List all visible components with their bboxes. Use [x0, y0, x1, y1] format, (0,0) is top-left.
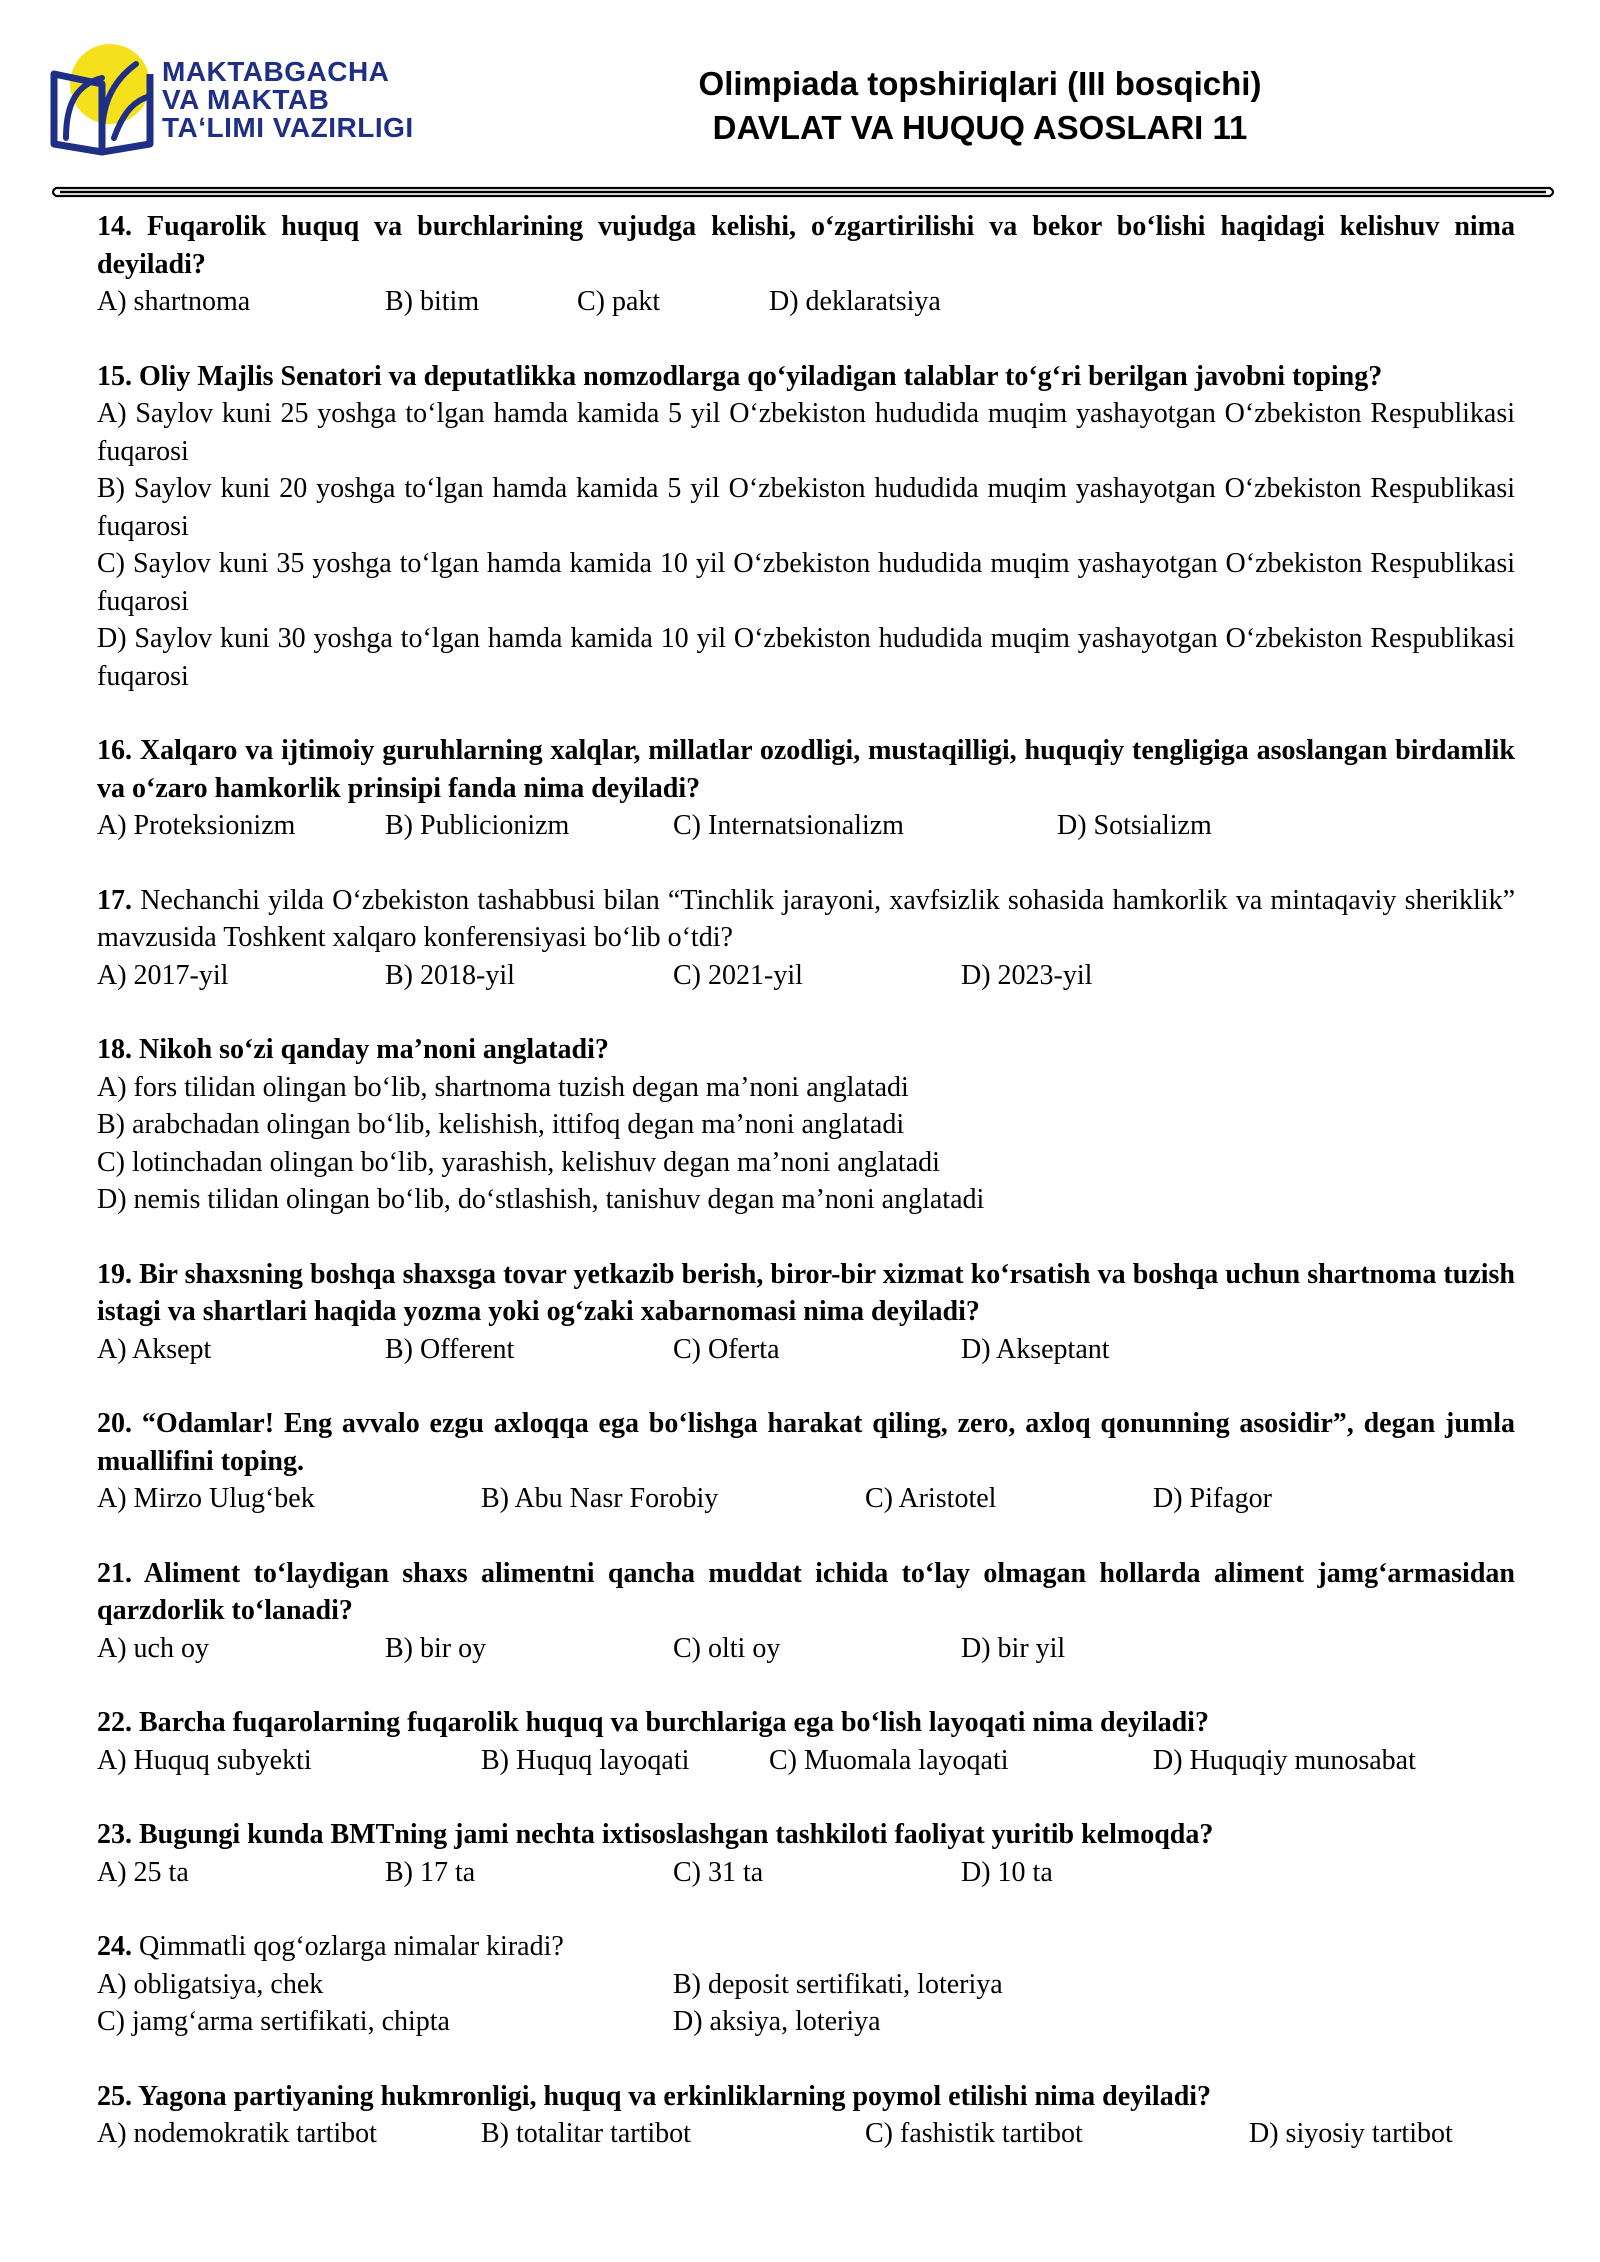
question-number: 16. — [97, 735, 132, 766]
option-c: C) Saylov kuni 35 yoshga to‘lgan hamda kamida 10 yil O‘zbekiston hududida muqim yashayotgan O‘zbekiston Respublikasi fuqarosi — [97, 548, 1515, 617]
logo-line: VA MAKTAB — [162, 84, 330, 115]
question-number: 19. — [97, 1258, 132, 1290]
option-b: B) Saylov kuni 20 yoshga to‘lgan hamda kamida 5 yil O‘zbekiston hududida muqim yashayotgan O‘zbekiston Respublikasi fuqarosi — [97, 473, 1515, 542]
question-text — [97, 1031, 1515, 1069]
option-a: A) shartnoma — [97, 286, 251, 317]
option-d: D) Saylov kuni 30 yoshga to‘lgan hamda kamida 10 yil O‘zbekiston hududida muqim yashayotgan O‘zbekiston Respublikasi fuqarosi — [97, 623, 1515, 692]
options-row — [97, 283, 1515, 321]
option-b: B) 2018-yil — [385, 959, 515, 991]
options-row — [97, 1854, 1515, 1892]
options-row — [97, 807, 1515, 845]
question-text — [97, 208, 1515, 283]
options-row — [97, 957, 1515, 995]
option-a: A) Saylov kuni 25 yoshga to‘lgan hamda kamida 5 yil O‘zbekiston hududida muqim yashayotgan O‘zbekiston Respublikasi fuqarosi — [97, 398, 1515, 467]
question-body: Nikoh so‘zi qanday ma’noni anglatadi? — [139, 1034, 609, 1065]
question-number: 23. — [97, 1819, 132, 1850]
option-a: A) fors tilidan olingan bo‘lib, shartnoma tuzish degan ma’noni anglatadi — [97, 1071, 909, 1103]
option-a: A) Mirzo Ulug‘bek — [97, 1483, 315, 1514]
option-a: A) Proteksionizm — [97, 810, 296, 841]
option-d: D) bir yil — [961, 1632, 1066, 1664]
option-c: C) 31 ta — [673, 1856, 764, 1888]
logo-line: TAʻLIMI VAZIRLIGI — [162, 112, 414, 143]
options-row — [97, 1331, 1515, 1369]
option-b: B) bitim — [385, 286, 480, 317]
option-d: D) 10 ta — [961, 1856, 1053, 1888]
option-b: B) Abu Nasr Forobiy — [481, 1483, 719, 1514]
question-15 — [97, 358, 1515, 696]
option-d: D) Pifagor — [1153, 1483, 1272, 1514]
option-b: B) 17 ta — [385, 1856, 476, 1888]
option-b: B) totalitar tartibot — [481, 2118, 691, 2149]
option-c: C) pakt — [577, 286, 661, 317]
option-a: A) Huquq subyekti — [97, 1744, 312, 1776]
question-body: Qimmatli qog‘ozlarga nimalar kiradi? — [139, 1931, 564, 1962]
option-b: B) deposit sertifikati, loteriya — [673, 1968, 1003, 2000]
option-c: C) 2021-yil — [673, 959, 803, 991]
question-19 — [97, 1256, 1515, 1369]
option-c: C) Internatsionalizm — [673, 810, 904, 841]
page-title — [560, 62, 1400, 150]
question-23 — [97, 1816, 1515, 1891]
option-a: A) uch oy — [97, 1632, 209, 1664]
option-b: B) bir oy — [385, 1632, 487, 1664]
question-number: 17. — [97, 884, 132, 916]
question-16 — [97, 732, 1515, 845]
question-number: 20. — [97, 1408, 132, 1439]
options-row — [97, 1480, 1515, 1518]
title-line-1: Olimpiada topshiriqlari (III bosqichi) — [698, 65, 1262, 102]
question-number: 25. — [97, 2080, 132, 2112]
option-c: C) Muomala layoqati — [769, 1744, 1009, 1776]
header-divider — [50, 186, 1556, 198]
question-text — [97, 1928, 1515, 1966]
question-number: 18. — [97, 1034, 132, 1065]
question-text — [97, 1555, 1515, 1630]
options-grid — [97, 1966, 1515, 2041]
question-text — [97, 882, 1515, 957]
question-text — [97, 1704, 1515, 1742]
questions-list — [97, 208, 1515, 2190]
options-row — [97, 2115, 1515, 2153]
question-20 — [97, 1405, 1515, 1518]
option-c: C) olti oy — [673, 1632, 781, 1664]
question-text — [97, 358, 1515, 396]
question-text — [97, 2078, 1515, 2116]
option-c: C) fashistik tartibot — [865, 2118, 1083, 2149]
options-row — [97, 1630, 1515, 1668]
question-body: Fuqarolik huquq va burchlarining vujudga kelishi, o‘zgartirilishi va bekor bo‘lishi haqidagi kelishuv nima deyiladi? — [97, 211, 1516, 280]
question-body: Barcha fuqarolarning fuqarolik huquq va burchlariga ega bo‘lish layoqati nima deyiladi? — [139, 1707, 1209, 1738]
option-c: C) lotinchadan olingan bo‘lib, yarashish, kelishuv degan ma’noni anglatadi — [97, 1146, 940, 1178]
option-d: D) Akseptant — [961, 1333, 1110, 1365]
option-d: D) Huquqiy munosabat — [1153, 1744, 1416, 1776]
logo-wordmark — [162, 58, 414, 142]
question-22 — [97, 1704, 1515, 1779]
question-24 — [97, 1928, 1515, 2041]
question-body: Yagona partiyaning hukmronligi, huquq va erkinliklarning poymol etilishi nima deyiladi? — [137, 2080, 1212, 2112]
title-line-2: DAVLAT VA HUQUQ ASOSLARI 11 — [712, 109, 1248, 146]
question-number: 14. — [97, 211, 132, 242]
question-text — [97, 732, 1515, 807]
option-a: A) Aksept — [97, 1333, 212, 1365]
question-number: 22. — [97, 1707, 132, 1738]
question-body: Oliy Majlis Senatori va deputatlikka nomzodlarga qo‘yiladigan talablar to‘g‘ri berilgan javobni toping? — [139, 360, 1383, 392]
question-text — [97, 1405, 1515, 1480]
option-d: D) siyosiy tartibot — [1249, 2118, 1453, 2149]
option-a: A) 25 ta — [97, 1856, 189, 1888]
question-21 — [97, 1555, 1515, 1668]
option-a: A) obligatsiya, chek — [97, 1968, 324, 2000]
question-body: Nechanchi yilda Oʻzbekiston tashabbusi bilan “Tinchlik jarayoni, xavfsizlik sohasida hamkorlik va mintaqaviy sheriklik” mavzusida Toshkent xalqaro konferensiyasi bo‘lib o‘tdi? — [97, 884, 1516, 953]
option-b: B) Offerent — [385, 1333, 515, 1365]
ministry-logo — [44, 40, 444, 158]
option-c: C) jamg‘arma sertifikati, chipta — [97, 2006, 450, 2037]
question-body: Bir shaxsning boshqa shaxsga tovar yetkazib berish, biror-bir xizmat ko‘rsatish va boshqa uchun shartnoma tuzish istagi va shartlari haqida yozma yoki og‘zaki xabarnomasi nima deyiladi? — [97, 1258, 1515, 1327]
logo-line: MAKTABGACHA — [162, 56, 390, 87]
option-c: C) Oferta — [673, 1333, 780, 1365]
question-body: Bugungi kunda BMTning jami nechta ixtisoslashgan tashkiloti faoliyat yuritib kelmoqda? — [139, 1819, 1214, 1850]
option-a: A) nodemokratik tartibot — [97, 2118, 377, 2149]
question-text — [97, 1256, 1515, 1331]
question-number: 24. — [97, 1931, 132, 1962]
option-d: D) Sotsializm — [1057, 810, 1212, 841]
option-d: D) 2023-yil — [961, 959, 1093, 991]
option-d: D) aksiya, loteriya — [673, 2006, 881, 2037]
question-14 — [97, 208, 1515, 321]
question-text — [97, 1816, 1515, 1854]
options-row — [97, 1742, 1515, 1780]
option-d: D) nemis tilidan olingan bo‘lib, do‘stlashish, tanishuv degan ma’noni anglatadi — [97, 1184, 985, 1215]
option-b: B) arabchadan olingan bo‘lib, kelishish, ittifoq degan ma’noni anglatadi — [97, 1109, 905, 1140]
question-body: “Odamlar! Eng avvalo ezgu axloqqa ega bo‘lishga harakat qiling, zero, axloq qonunning asosidir”, degan jumla muallifini toping. — [97, 1408, 1515, 1477]
option-a: A) 2017-yil — [97, 959, 229, 991]
option-c: C) Aristotel — [865, 1483, 997, 1514]
question-17 — [97, 882, 1515, 995]
question-number: 21. — [97, 1557, 132, 1589]
option-b: B) Publicionizm — [385, 810, 570, 841]
book-leaf-icon — [44, 40, 162, 158]
question-25 — [97, 2078, 1515, 2153]
option-b: B) Huquq layoqati — [481, 1744, 690, 1776]
question-body: Xalqaro va ijtimoiy guruhlarning xalqlar, millatlar ozodligi, mustaqilligi, huquqiy tengligiga asoslangan birdamlik va o‘zaro hamkorlik prinsipi fanda nima deyiladi? — [97, 735, 1515, 804]
question-body: Aliment to‘laydigan shaxs alimentni qancha muddat ichida to‘lay olmagan hollarda aliment jamg‘armasidan qarzdorlik to‘lanadi? — [97, 1557, 1515, 1626]
question-number: 15. — [97, 360, 132, 392]
option-d: D) deklaratsiya — [769, 286, 941, 317]
question-18 — [97, 1031, 1515, 1219]
